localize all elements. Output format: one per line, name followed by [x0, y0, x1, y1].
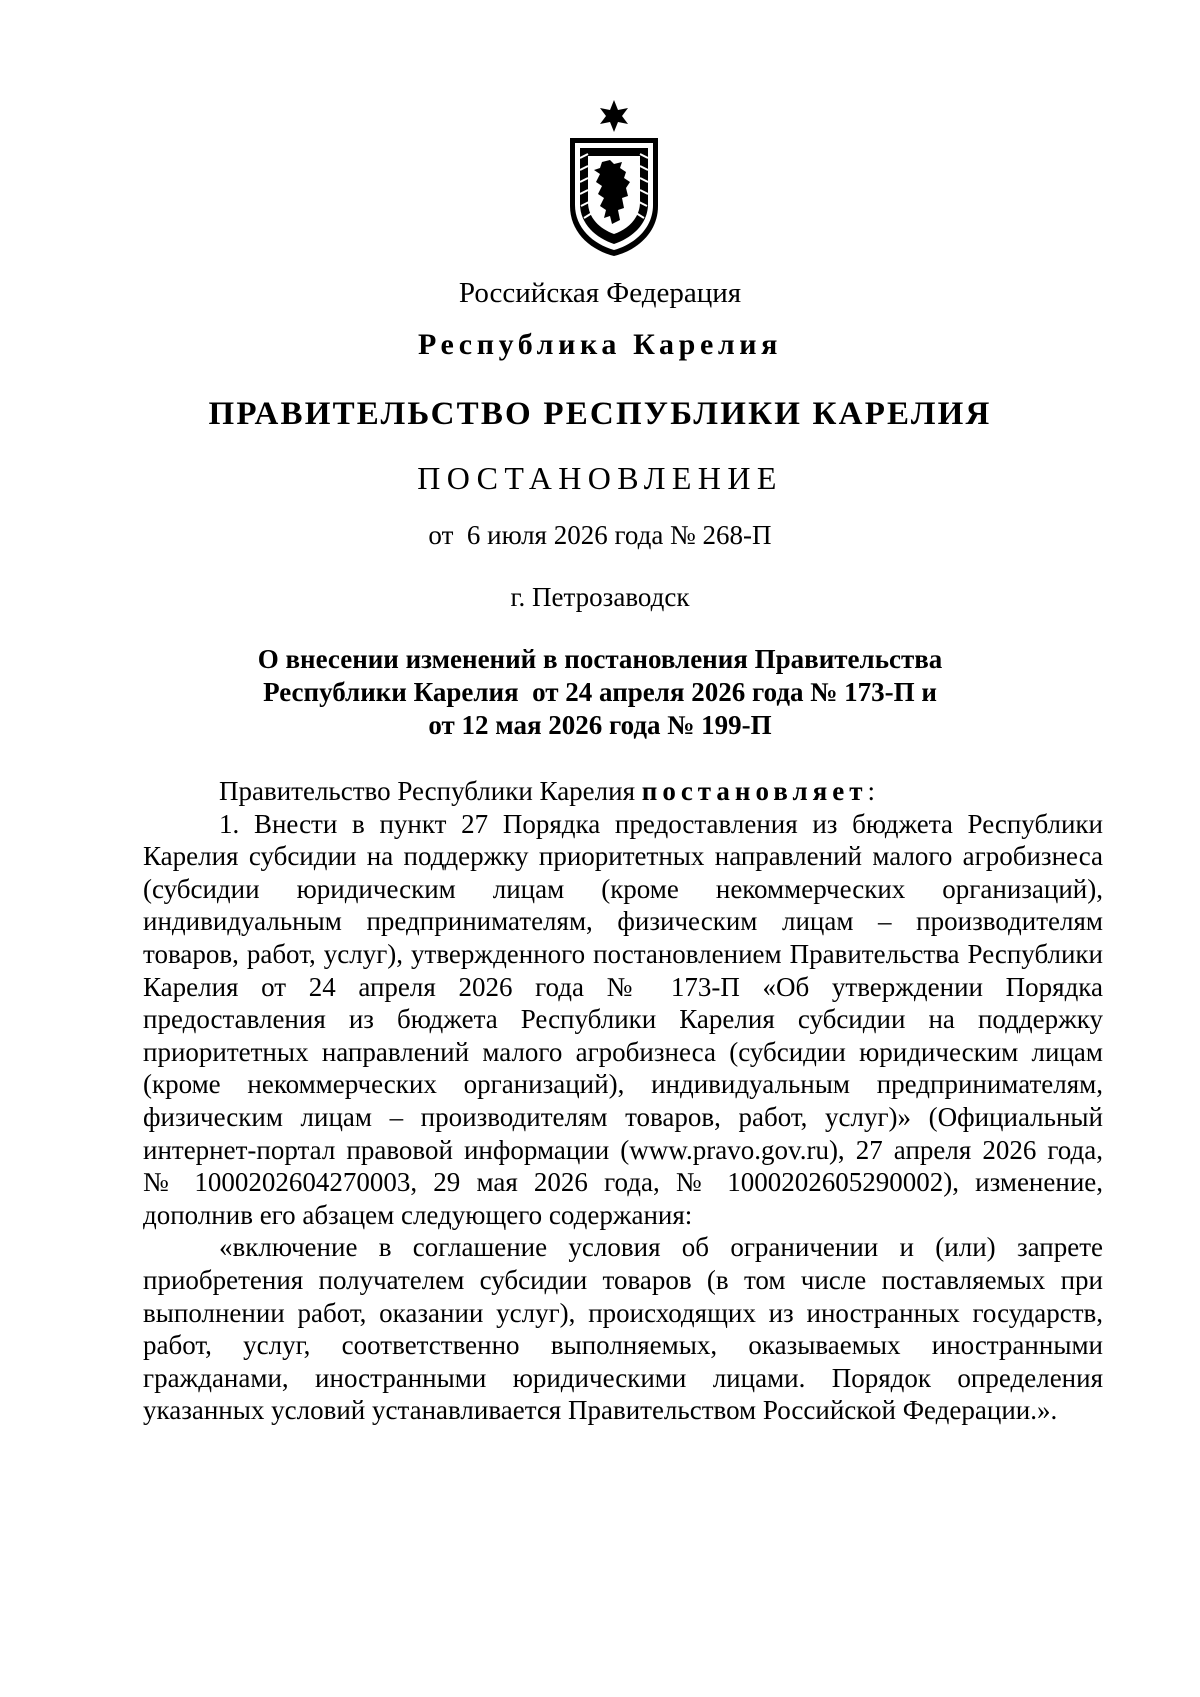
document-body — [143, 775, 1103, 1427]
karelia-coat-of-arms-icon — [564, 98, 664, 258]
country-name: Российская Федерация — [458, 277, 742, 309]
preamble-text: Правительство Республики Карелия — [219, 776, 642, 806]
preamble-colon: : — [867, 776, 876, 806]
decree-word: постановляет — [641, 776, 868, 806]
preamble-paragraph — [143, 775, 1103, 808]
subject-line: Республики Карелия от 24 апреля 2026 года № 173-П и — [263, 677, 937, 707]
government-name: ПРАВИТЕЛЬСТВО РЕСПУБЛИКИ КАРЕЛИЯ — [208, 396, 992, 432]
document-type: ПОСТАНОВЛЕНИЕ — [417, 460, 783, 496]
subject-line: от 12 мая 2026 года № 199-П — [428, 710, 772, 740]
amendment-paragraph: 1. Внести в пункт 27 Порядка предоставления из бюджета Республики Карелия субсидии на поддержку приоритетных направлений малого агробизнеса (субсидии юридическим лицам (кроме некоммерческих организаций), индивидуальным предпринимателям, физическим лицам – производителям товаров, работ, услуг), утвержденного постановлением Правительства Республики Карелия от 24 апреля 2026 года № 173-П «Об утверждении Порядка предоставления из бюджета Республики Карелия субсидии на поддержку приоритетных направлений малого агробизнеса (субсидии юридическим лицам (кроме некоммерческих организаций), индивидуальным предпринимателям, физическим лицам – производителям товаров, работ, услуг)» (Официальный интернет-портал правовой информации (www.pravo.gov.ru), 27 апреля 2026 года, № 1000202604270003, 29 мая 2026 года, № 1000202605290002), изменение, дополнив его абзацем следующего содержания: — [143, 808, 1103, 1230]
document-subject — [0, 643, 1200, 742]
quoted-addition-paragraph: «включение в соглашение условия об ограничении и (или) запрете приобретения получателем субсидии товаров (в том числе поставляемых при выполнении работ, оказании услуг), происходящих из иностранных государств, работ, услуг, соответственно выполняемых, оказываемых иностранными гражданами, иностранными юридическими лицами. Порядок определения указанных условий устанавливается Правительством Российской Федерации.». — [143, 1232, 1103, 1426]
document-city: г. Петрозаводск — [510, 582, 690, 612]
republic-name: Республика Карелия — [417, 328, 783, 361]
subject-line: О внесении изменений в постановления Правительства — [257, 644, 943, 674]
document-date-number: от 6 июля 2026 года № 268-П — [428, 520, 772, 550]
